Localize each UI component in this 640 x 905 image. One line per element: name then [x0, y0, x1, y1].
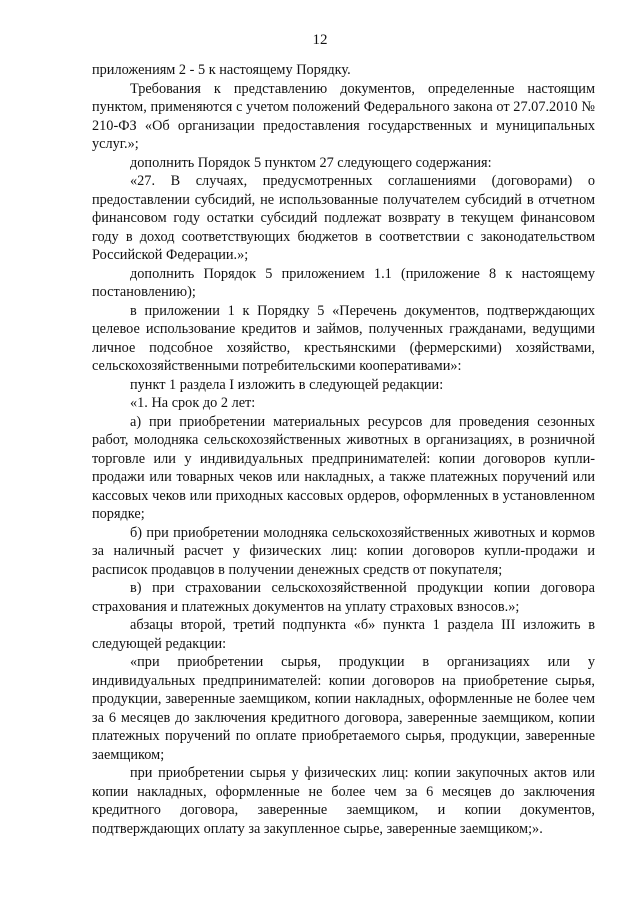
paragraph: дополнить Порядок 5 приложением 1.1 (приложение 8 к настоящему постановлению); — [92, 265, 595, 300]
paragraph: в приложении 1 к Порядку 5 «Перечень документов, подтверждающих целевое использование кредитов и займов, полученных гражданами, ведущими личное подсобное хозяйство, крестьянскими (фермерскими) хозяйствами, сельскохозяйственными потребительскими кооперативами»: — [92, 302, 595, 374]
document-body — [92, 61, 595, 838]
page-number: 12 — [312, 32, 328, 48]
paragraph: а) при приобретении материальных ресурсов для проведения сезонных работ, молодняка сельскохозяйственных животных в организациях, в розничной торговле или у индивидуальных предпринимателей: копии договоров купли-продажи или товарных чеков или накладных, а также платежных поручений или кассовых чеков или приходных кассовых ордеров, оформленных в установленном порядке; — [92, 413, 595, 522]
paragraph-continuation: приложениям 2 - 5 к настоящему Порядку. — [92, 62, 351, 78]
paragraph: в) при страховании сельскохозяйственной продукции копии договора страхования и платежных документов на уплату страховых взносов.»; — [92, 580, 595, 615]
paragraph: «при приобретении сырья, продукции в организациях или у индивидуальных предпринимателей: копии договоров на приобретение сырья, продукции, заверенные заемщиком, копии накладных, оформленные не более чем за 6 месяцев до заключения кредитного договора, заверенные заемщиком, копии платежных поручений по оплате приобретаемого сырья, продукции, заверенные заемщиком; — [92, 654, 595, 763]
paragraph: пункт 1 раздела I изложить в следующей редакции: — [130, 376, 444, 393]
paragraph: Требования к представлению документов, определенные настоящим пунктом, применяются с учетом положений Федерального закона от 27.07.2010 № 210-ФЗ «Об организации предоставления государственных и муниципальных услуг.»; — [92, 80, 595, 152]
paragraph: «1. На срок до 2 лет: — [130, 395, 256, 411]
paragraph: дополнить Порядок 5 пунктом 27 следующего содержания: — [130, 154, 492, 171]
paragraph: б) при приобретении молодняка сельскохозяйственных животных и кормов за наличный расчет у физических лиц: копии договоров купли-продажи и расписок продавцов в получении денежных средств от покупателя; — [92, 524, 595, 578]
paragraph: при приобретении сырья у физических лиц: копии закупочных актов или копии накладных, оформленные не более чем за 6 месяцев до заключения кредитного договора, заверенные заемщиком, и копии документов, подтверждающих оплату за закупленное сырье, заверенные заемщиком;». — [92, 765, 595, 837]
paragraph: «27. В случаях, предусмотренных соглашениями (договорами) о предоставлении субсидий, не использованные получателем субсидий в отчетном финансовом году остатки субсидий подлежат возврату в текущем финансовом году в доход соответствующих бюджетов в соответствии с законодательством Российской Федерации.»; — [92, 173, 595, 263]
paragraph: абзацы второй, третий подпункта «б» пункта 1 раздела III изложить в следующей редакции: — [92, 617, 595, 652]
